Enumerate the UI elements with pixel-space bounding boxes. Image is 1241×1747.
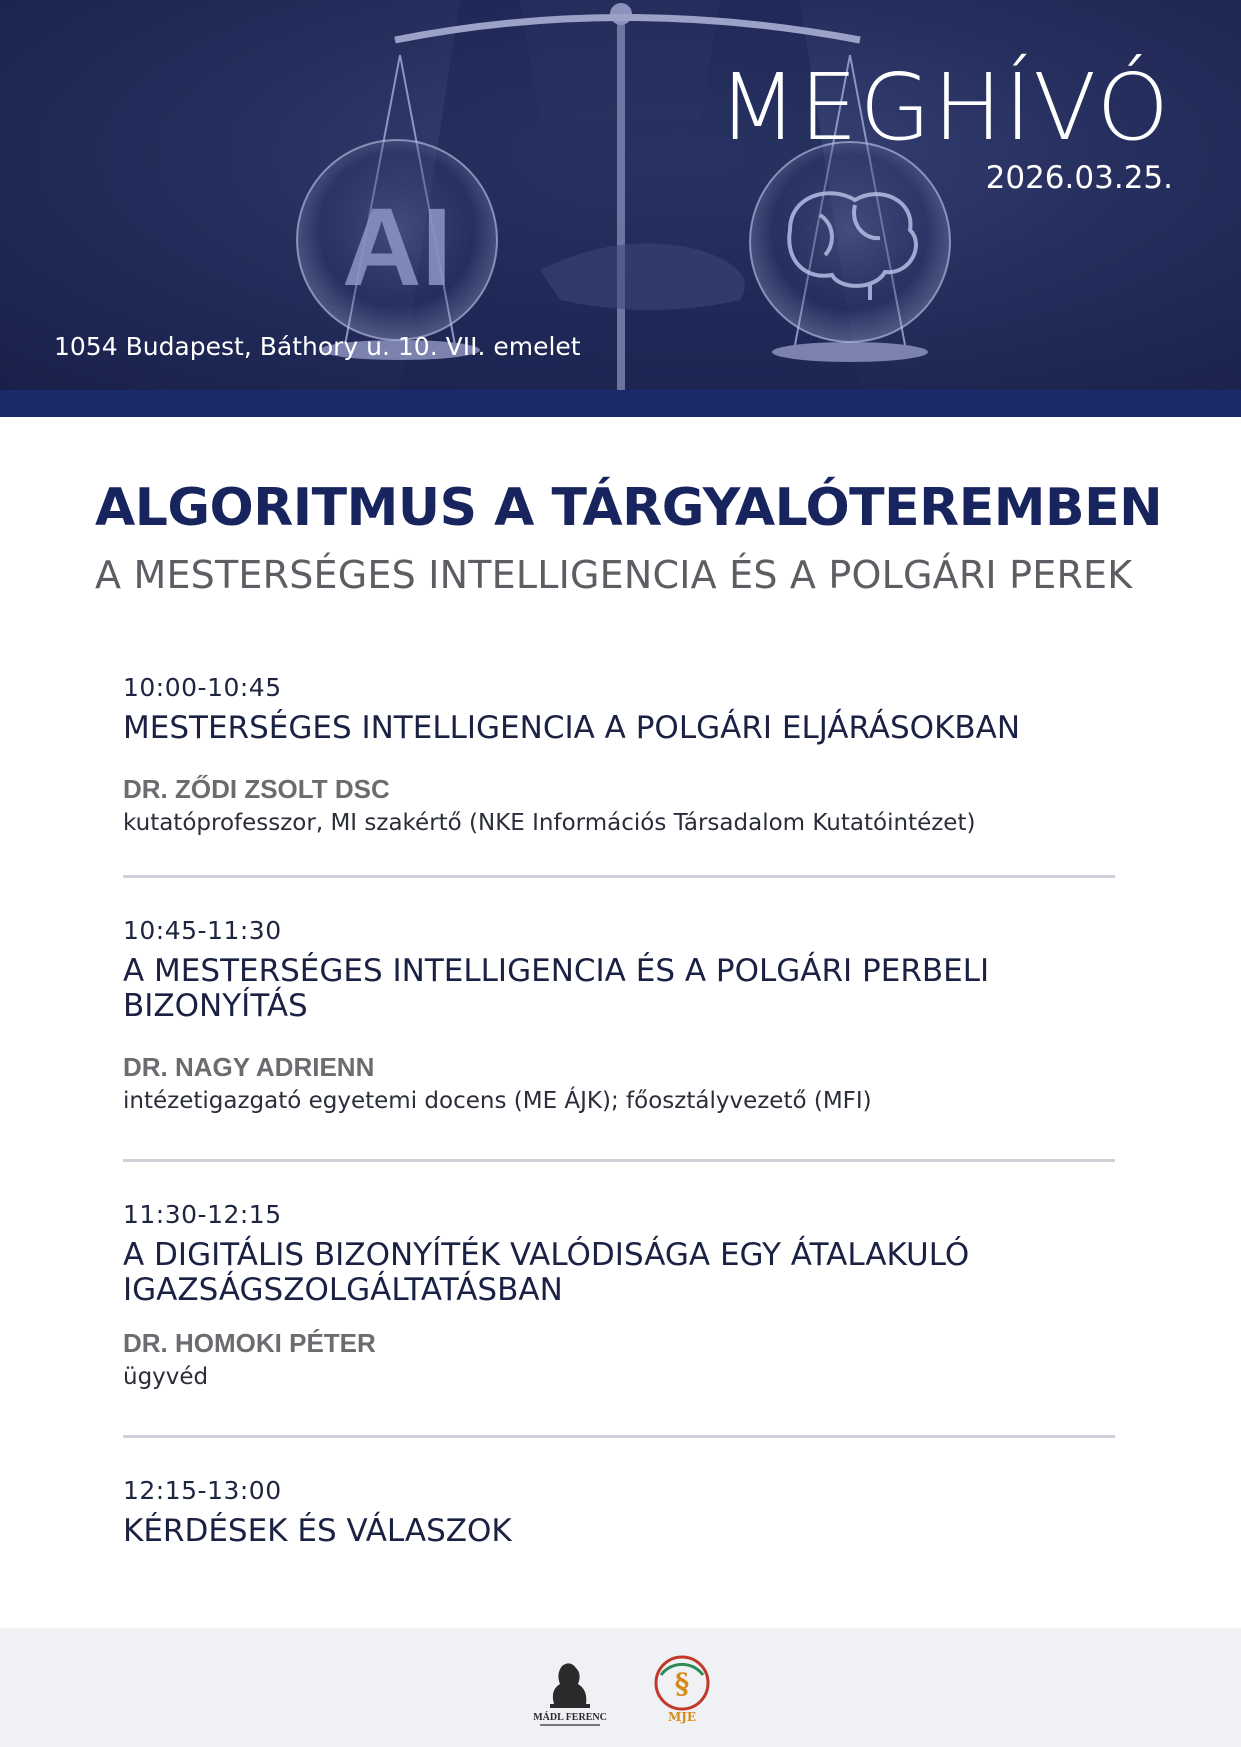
agenda-separator [123, 1435, 1115, 1438]
event-address: 1054 Budapest, Báthory u. 10. VII. emelet [54, 332, 581, 361]
agenda-time: 12:15-13:00 [123, 1476, 282, 1505]
speaker-role: ügyvéd [123, 1364, 209, 1390]
speaker-name: DR. ZŐDI ZSOLT DSC [123, 774, 390, 804]
talk-title: MESTERSÉGES INTELLIGENCIA A POLGÁRI ELJÁRÁSOKBAN [123, 710, 1021, 746]
hero-banner [0, 0, 1241, 390]
logo2-text: MJE [667, 1710, 697, 1724]
svg-text:§: § [674, 1667, 690, 1700]
talk-title: A MESTERSÉGES INTELLIGENCIA ÉS A POLGÁRI PERBELI BIZONYÍTÁS [123, 953, 990, 1024]
agenda-time: 10:00-10:45 [123, 673, 282, 702]
agenda-separator [123, 875, 1115, 878]
logo1-text: MÁDL FERENC [533, 1712, 607, 1723]
speaker-name: DR. HOMOKI PÉTER [123, 1328, 376, 1358]
agenda-item [123, 916, 1115, 1116]
madl-ferenc-logo [530, 1660, 610, 1732]
agenda-item [123, 1200, 1115, 1392]
agenda-time: 11:30-12:15 [123, 1200, 282, 1229]
agenda-separator [123, 1159, 1115, 1162]
event-title: ALGORITMUS A TÁRGYALÓTEREMBEN [95, 478, 1163, 538]
speaker-role: intézetigazgató egyetemi docens (ME ÁJK); főosztályvezető (MFI) [123, 1088, 872, 1114]
agenda-item [123, 1476, 1115, 1549]
header-divider-band [0, 390, 1241, 417]
invitation-title: MEGHÍVÓ [718, 54, 1171, 161]
agenda-list [123, 673, 1115, 1549]
footer [0, 1628, 1241, 1747]
ai-glyph: AI [342, 186, 452, 309]
speaker-name: DR. NAGY ADRIENN [123, 1052, 375, 1082]
agenda-time: 10:45-11:30 [123, 916, 282, 945]
talk-title: A DIGITÁLIS BIZONYÍTÉK VALÓDISÁGA EGY ÁTALAKULÓ IGAZSÁGSZOLGÁLTATÁSBAN [123, 1237, 970, 1308]
speaker-role: kutatóprofesszor, MI szakértő (NKE Információs Társadalom Kutatóintézet) [123, 810, 976, 836]
event-subtitle: A MESTERSÉGES INTELLIGENCIA ÉS A POLGÁRI PEREK [95, 553, 1133, 597]
agenda-item [123, 673, 1115, 838]
event-date: 2026.03.25. [985, 160, 1173, 196]
talk-title: KÉRDÉSEK ÉS VÁLASZOK [123, 1513, 512, 1549]
mje-logo [651, 1655, 713, 1731]
